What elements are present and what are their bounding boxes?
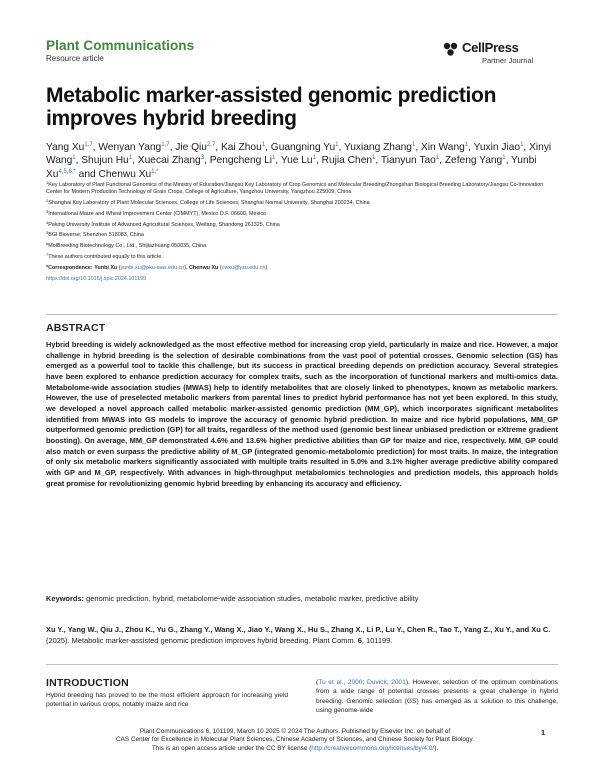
author-affiliation-marker[interactable]: 4,5,6,* [58,168,76,175]
author-name[interactable]: Tianyun Tao [380,155,436,167]
author-name[interactable]: Wenyan Yang [98,142,162,153]
author-name[interactable]: Jie Qiu [175,142,207,153]
author-affiliation-marker[interactable]: 1 [128,155,133,162]
intro-left-column: Hybrid breeding has proved to be the most efficient approach for increasing yield potential in various crops, notably maize and rice [46,692,288,709]
author-name[interactable]: Xuecai Zhang [137,155,201,167]
intro-right-column: (Tu et al., 2000; Duvick, 2001). However, selection of the optimum combinations from a wide range of potential crosses presents a great challenge in hybrid breeding. Genomic selection (GS) has emerged as a solution to this challenge, using genome-wide [316,679,558,715]
affiliation-number: 3 [46,208,49,214]
doi-link[interactable]: https://doi.org/10.1016/j.xplc.2024.101199 [46,275,146,282]
affiliation-text: MolBreeding Biotechnology Co., Ltd., Shijiazhuang 050035, China [48,243,207,250]
author-name[interactable]: Yuxin Jiao [473,142,521,153]
author-affiliation-marker[interactable]: 1 [272,155,276,162]
reference-link[interactable]: Tu et al., 2000 [318,679,363,686]
affiliation-item [46,182,558,197]
citation [46,625,558,646]
citation-authors: Xu Y., Yang W., Qiu J., Zhou K., Yu G., Zhang Y., Wang X., Jiao Y., Wang X., Hu S., Zhang X., Li P., Lu Y., Chen R., Tao T., Yang Z., Xu Y., and Xu C. [46,625,551,634]
affiliations [46,182,558,286]
affiliation-text: Key Laboratory of Plant Functional Genomics of the Ministry of Education/Jiangsu Key Laboratory of Crop Genomics and Molecular Breeding/Zhongshan Biological Breeding Laboratory/Jiangsu Co-Innovation Center for Modern Production Technology of Grain Crops, College of Agriculture, Yangzhou University, Yangzhou 225009, China [46,182,544,196]
correspondence-email-2[interactable]: cwxu@yzu.edu.cn [221,264,266,271]
author-list: Yang Xu$^{1,7}$, Wenyan Yang$^{1,7}$, Jie Qiu$^{2,7}$, Kai Zhou$^1$, Guangning Yu$^1$, Yuxiang Zhang$^1$, Xin Wang$^1$, Yuxin Jiao$^1$, Xinyi Wang$^1$, Shujun Hu$^1$, Xuecai Zhang$^3$, Pengcheng Li$^1$, Yue Lu$^1$, Rujia Chen$^1$, Tianyun Tao$^1$, Zefeng Yang$^1$, Yunbi $Xu^{4,5,6,*}$ and Chenwu $Xu^{1,*}$ [46,142,552,180]
affiliation-list [46,182,558,261]
author-name[interactable]: Guangning Yu [270,142,336,153]
affiliation-item [46,219,558,229]
keywords [46,594,558,605]
journal-name[interactable]: Plant Communications [46,38,195,53]
affiliation-item [46,200,558,207]
cellpress-logo[interactable] [442,40,554,68]
author-name[interactable]: Yue Lu [280,155,313,167]
author-name[interactable]: Xinyi Wang [46,142,552,167]
affiliation-number: 7 [46,252,49,258]
affiliation-text: International Maize and Wheat Improvement Center (CIMMYT), Mexico D.F. 06600, Mexico [48,210,267,217]
journal-header [46,38,194,63]
article-title: Metabolic marker-assisted genomic prediction improves hybrid breeding [46,84,497,130]
author-name[interactable]: Yuxiang Zhang [344,142,412,153]
author-name[interactable]: Zefeng Yang [444,155,503,167]
author-affiliation-marker[interactable]: 1 [464,142,469,148]
logo-subtitle: Partner Journal [482,56,534,65]
keywords-text: genomic prediction, hybrid, metabolome-wide association studies, metabolic marker, predictive ability [86,594,419,603]
correspondence-label: *Correspondence: [46,264,93,271]
citation-text: (2025). Metabolic marker-assisted genomic prediction improves hybrid breeding. Plant Comm. [46,635,356,645]
correspondence: *Correspondence: Yunbi Xu (yunbi.xu@pku-iaas.edu.cn), Chenwu Xu (cwxu@yzu.edu.cn) [46,264,268,271]
correspondence-name-1: Yunbi Xu [94,264,118,271]
affiliation-item [46,243,558,250]
logo-name: CellPress [462,40,519,55]
footer-line-2: CAS Center for Excellence in Molecular Plant Sciences, Chinese Academy of Sciences, and Chinese Society for Plant Biology. [116,736,474,744]
author-affiliation-marker[interactable]: 1 [502,155,506,162]
affiliation-number: 6 [46,241,49,247]
abstract-heading: ABSTRACT [46,322,106,334]
author-affiliation-marker[interactable]: 1 [261,142,266,148]
reference-link[interactable]: Duvick, 2001 [366,679,406,686]
affiliation-text: These authors contributed equally to this article. [48,254,163,261]
author-affiliation-marker[interactable]: 3 [200,155,205,162]
author-affiliation-marker[interactable]: 1,7 [161,142,170,148]
affiliation-item [46,254,558,261]
page-number: 1 [541,728,546,737]
author-affiliation-marker[interactable]: 1 [335,142,339,148]
divider [46,314,558,315]
divider [46,664,558,665]
author-name[interactable]: Yang Xu [46,142,85,153]
affiliation-text: BGI Bioverse, Shenzhen 518083, China [48,232,144,239]
license-link[interactable]: http://creativecommons.org/licenses/by/4.0/ [311,744,435,752]
affiliation-text: Peking University Institute of Advanced Agricultural Sciences, Weifang, Shandong 261325, China [48,221,280,228]
correspondence-email-1[interactable]: yunbi.xu@pku-iaas.edu.cn [120,264,185,271]
abstract-text: Hybrid breeding is widely acknowledged as the most effective method for increasing crop yield, particularly in maize and rice. However, a major challenge in hybrid breeding is the selection of desirable combinations from the vast pool of potential crosses. Genomic selection (GS) has emerged as a powerful tool to tackle this challenge, but its success in practical breeding depends on prediction accuracy. Several strategies have been explored to enhance prediction accuracy for complex traits, such as the incorporation of functional markers and multi-omics data. Metabolome-wide association studies (MWAS) help to identify metabolites that are closely linked to phenotypes, known as metabolic markers. However, the use of preselected metabolic markers from parental lines to predict hybrid performance has not yet been explored. In this study, we developed a novel approach called metabolic marker-assisted genomic prediction (MM_GP), which incorporates significant metabolites identified from MWAS into GS models to improve the accuracy of genomic hybrid prediction. In maize and rice hybrid populations, MM_GP outperformed genomic prediction (GP) for all traits, regardless of the method used (genomic best linear unbiased prediction or eXtreme gradient boosting). On average, MM_GP demonstrated 4.6% and 13.6% higher predictive abilities than GP for maize and rice, respectively. MM_GP could also match or even surpass the predictive ability of M_GP (integrated genomic-metabolomic prediction) for most traits. In maize, the integration of only six metabolic markers significantly associated with multiple traits resulted in 5.0% and 3.1% higher average predictive ability compared with GP and M_GP, respectively. With advances in high-throughput metabolomics technologies and prediction models, this approach holds great promise for revolutionizing genomic hybrid breeding by enhancing its accuracy and efficiency. [46,340,558,488]
author-affiliation-marker[interactable]: 1 [411,142,416,148]
author-affiliation-marker[interactable]: 1 [72,155,76,162]
author-name[interactable]: Pengcheng Li [209,155,273,167]
author-affiliation-marker[interactable]: 1 [435,155,440,162]
affiliation-number: 4 [46,219,49,225]
affiliation-item [46,208,558,218]
author-name[interactable]: Chenwu Xu [98,168,152,180]
cellpress-mark-icon [442,41,460,57]
author-affiliation-marker[interactable]: 1,7 [84,142,93,148]
affiliation-item [46,232,558,239]
article-type: Resource article [46,54,104,63]
intro-right-text: ). However, selection of the optimum combinations from a wide range of potential crosses presents a great challenge in hybrid breeding. Genomic selection (GS) has emerged as a solution to this challenge, using genome-wide [316,679,558,715]
citation-volume: 6 [357,635,362,645]
affiliation-number: 2 [46,198,49,204]
author-affiliation-marker[interactable]: 1 [372,155,376,162]
author-name[interactable]: Kai Zhou [220,142,262,153]
footer [70,728,520,753]
correspondence-name-2: Chenwu Xu [189,264,219,271]
footer-line-3-prefix: This is an open access article under the CC BY license ( [151,744,312,752]
author-affiliation-marker[interactable]: 2,7 [206,142,216,148]
author-name[interactable]: Yunbi Xu [46,155,537,180]
affiliation-text: Shanghai Key Laboratory of Plant Molecular Sciences, College of Life Sciences, Shanghai Normal University, Shanghai 200234, China [48,200,370,207]
author-name[interactable]: Shujun Hu [81,155,129,167]
author-affiliation-marker[interactable]: 1 [520,142,524,148]
author-affiliation-marker[interactable]: 1,* [151,168,159,175]
footer-line-3-suffix: ). [434,744,439,752]
affiliation-number: 1 [46,180,49,185]
author-affiliation-marker[interactable]: 1 [312,155,316,162]
keywords-label: Keywords: [46,594,85,603]
citation-article: , 101199. [361,635,393,645]
author-name[interactable]: Xin Wang [421,142,465,153]
affiliation-number: 5 [46,230,49,236]
footer-line-1: Plant Communications 6, 101199, March 10 2025 © 2024 The Authors. Published by Elsevier Inc. on behalf of [139,728,451,735]
introduction-heading: INTRODUCTION [46,677,129,689]
author-name[interactable]: Rujia Chen [321,155,373,167]
